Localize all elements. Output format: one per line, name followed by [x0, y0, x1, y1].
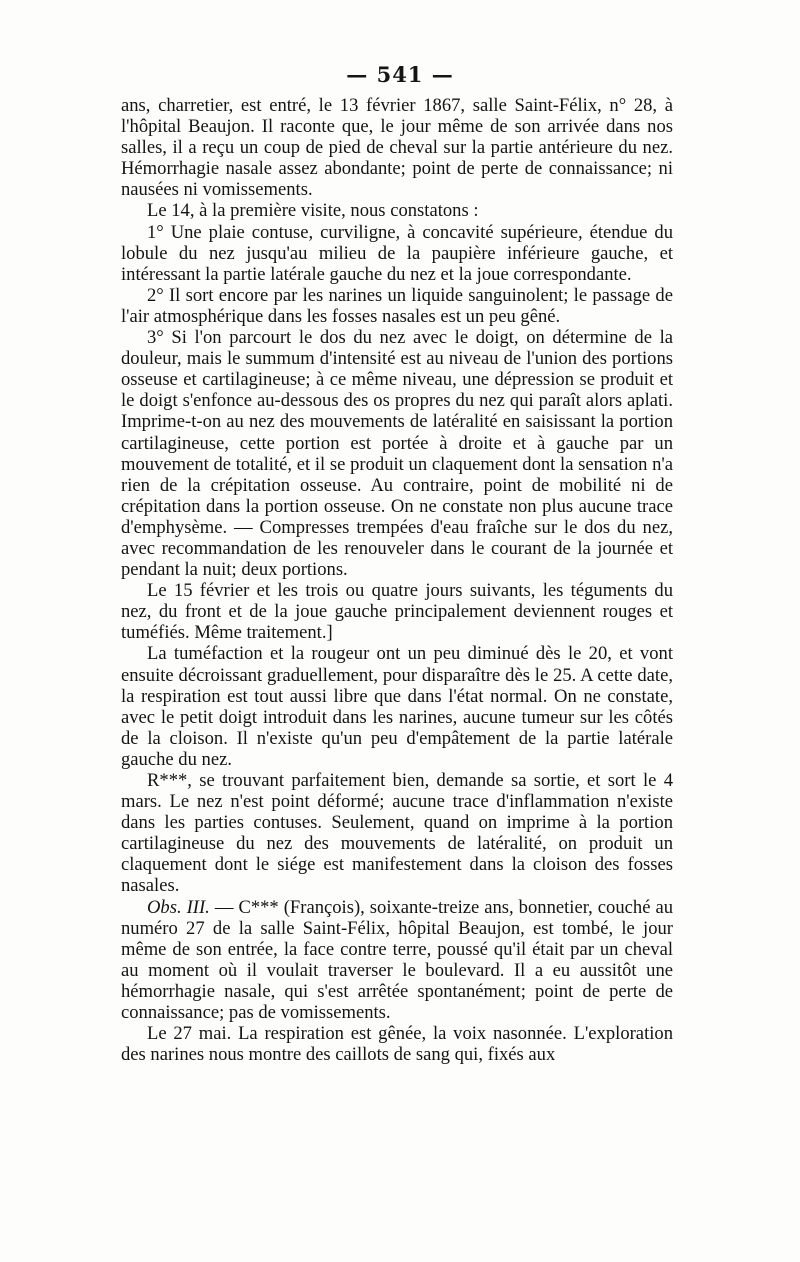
body-text — [121, 95, 673, 1065]
paragraph-finding-3: 3° Si l'on parcourt le dos du nez avec le doigt, on détermine de la douleur, mais le summum d'intensité est au niveau de l'union des portions osseuse et cartilagineuse; à ce même niveau, une dépression se produit et le doigt s'enfonce au-dessous des os propres du nez qui paraît alors aplati. Imprime-t-on au nez des mouvements de latéralité en saisissant la portion cartilagineuse, cette portion est portée à droite et à gauche par un mouvement de totalité, et il se produit un claquement dont la sensation n'a rien de la crépitation osseuse. Au contraire, point de mobilité ni de crépitation dans la portion osseuse. On ne constate non plus aucune trace d'emphysème. — Compresses trempées d'eau fraîche sur le dos du nez, avec recommandation de les renouveler dans le courant de la journée et pendant la nuit; deux portions. — [121, 327, 673, 581]
paragraph-february-15: Le 15 février et les trois ou quatre jours suivants, les téguments du nez, du front et de la joue gauche principalement deviennent rouges et tuméfiés. Même traitement.] — [121, 580, 673, 644]
paragraph-visit: Le 14, à la première visite, nous constatons : — [147, 200, 479, 222]
observation-label: Obs. III. — [147, 896, 210, 918]
page-number: — 541 — — [346, 62, 454, 87]
paragraph-discharge: R***, se trouvant parfaitement bien, demande sa sortie, et sort le 4 mars. Le nez n'est point déformé; aucune trace d'inflammation n'existe dans les parties contuses. Seulement, quand on imprime à la portion cartilagineuse du nez des mouvements de latéralité, on produit un claquement dont le siége est manifestement dans la cloison des fosses nasales. — [121, 770, 673, 897]
paragraph-finding-2: 2° Il sort encore par les narines un liquide sanguinolent; le passage de l'air atmosphérique dans les fosses nasales est un peu gêné. — [121, 284, 673, 327]
paragraph-tumefaction: La tuméfaction et la rougeur ont un peu diminué dès le 20, et vont ensuite décroissant graduellement, pour disparaître dès le 25. A cette date, la respiration est tout aussi libre que dans l'état normal. On ne constate, avec le petit doigt introduit dans les narines, aucune tumeur sur les côtés de la cloison. Il n'existe qu'un peu d'empâtement de la partie latérale gauche du nez. — [121, 643, 673, 770]
paragraph-finding-1: 1° Une plaie contuse, curviligne, à concavité supérieure, étendue du lobule du nez jusqu'au milieu de la paupière inférieure gauche, et intéressant la partie latérale gauche du nez et la joue correspondante. — [121, 221, 673, 285]
paragraph-continuation: ans, charretier, est entré, le 13 février 1867, salle Saint-Félix, n° 28, à l'hôpital Beaujon. Il raconte que, le jour même de son arrivée dans nos salles, il a reçu un coup de pied de cheval sur la partie antérieure du nez. Hémorrhagie nasale assez abondante; point de perte de connaissance; ni nausées ni vomissements. — [121, 95, 673, 201]
paragraph-observation-3 — [121, 897, 673, 1024]
paragraph-may-27: Le 27 mai. La respiration est gênée, la voix nasonnée. L'exploration des narines nous montre des caillots de sang qui, fixés aux — [121, 1023, 673, 1066]
observation-text: — C*** (François), soixante-treize ans, bonnetier, couché au numéro 27 de la salle Saint-Félix, hôpital Beaujon, est tombé, le jour même de son entrée, la face contre terre, poussé qu'il était par un cheval au moment où il voulait traverser le boulevard. Il a eu aussitôt une hémorrhagie nasale, qui s'est arrêtée spontanément; point de perte de connaissance; pas de vomissements. — [121, 896, 673, 1024]
